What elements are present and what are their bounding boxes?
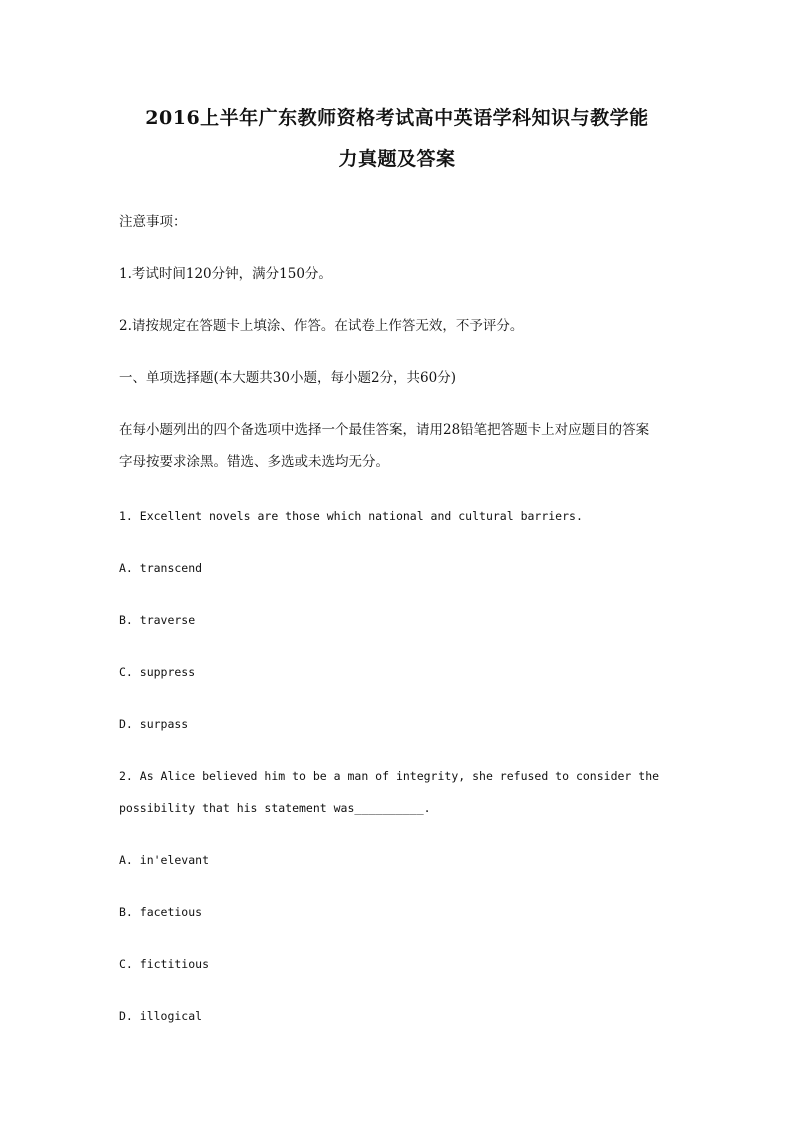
question-2-option-b: B. facetious (119, 905, 203, 919)
note-item-2: 2.请按规定在答题卡上填涂、作答。在试卷上作答无效，不予评分。 (119, 318, 524, 334)
section-1-instruction-line-2: 字母按要求涂黑。错选、多选或未选均无分。 (119, 454, 389, 470)
document-title-line-2: 力真题及答案 (338, 148, 456, 170)
question-2-stem-line-1: 2. As Alice believed him to be a man of integrity, she refused to consider the (119, 769, 660, 783)
question-2-option-c: C. fictitious (119, 957, 210, 971)
document-title-line-1: 2016上半年广东教师资格考试高中英语学科知识与教学能 (145, 107, 649, 129)
question-2-stem-line-2: possibility that his statement was__________. (119, 801, 431, 815)
section-1-heading: 一、单项选择题(本大题共30小题，每小题2分，共60分) (119, 370, 456, 386)
question-2-option-d: D. illogical (119, 1009, 203, 1023)
question-1-option-a: A. transcend (119, 561, 203, 575)
note-item-1: 1.考试时间120分钟，满分150分。 (119, 266, 332, 282)
section-1-instruction-line-1: 在每小题列出的四个备选项中选择一个最佳答案，请用28铅笔把答题卡上对应题目的答案 (119, 422, 650, 438)
question-1-option-c: C. suppress (119, 665, 196, 679)
question-1-option-b: B. traverse (119, 613, 196, 627)
question-1-option-d: D. surpass (119, 717, 189, 731)
question-1-stem: 1. Excellent novels are those which national and cultural barriers. (119, 509, 583, 523)
question-2-option-a: A. in'elevant (119, 853, 210, 867)
notes-heading: 注意事项： (119, 214, 187, 230)
